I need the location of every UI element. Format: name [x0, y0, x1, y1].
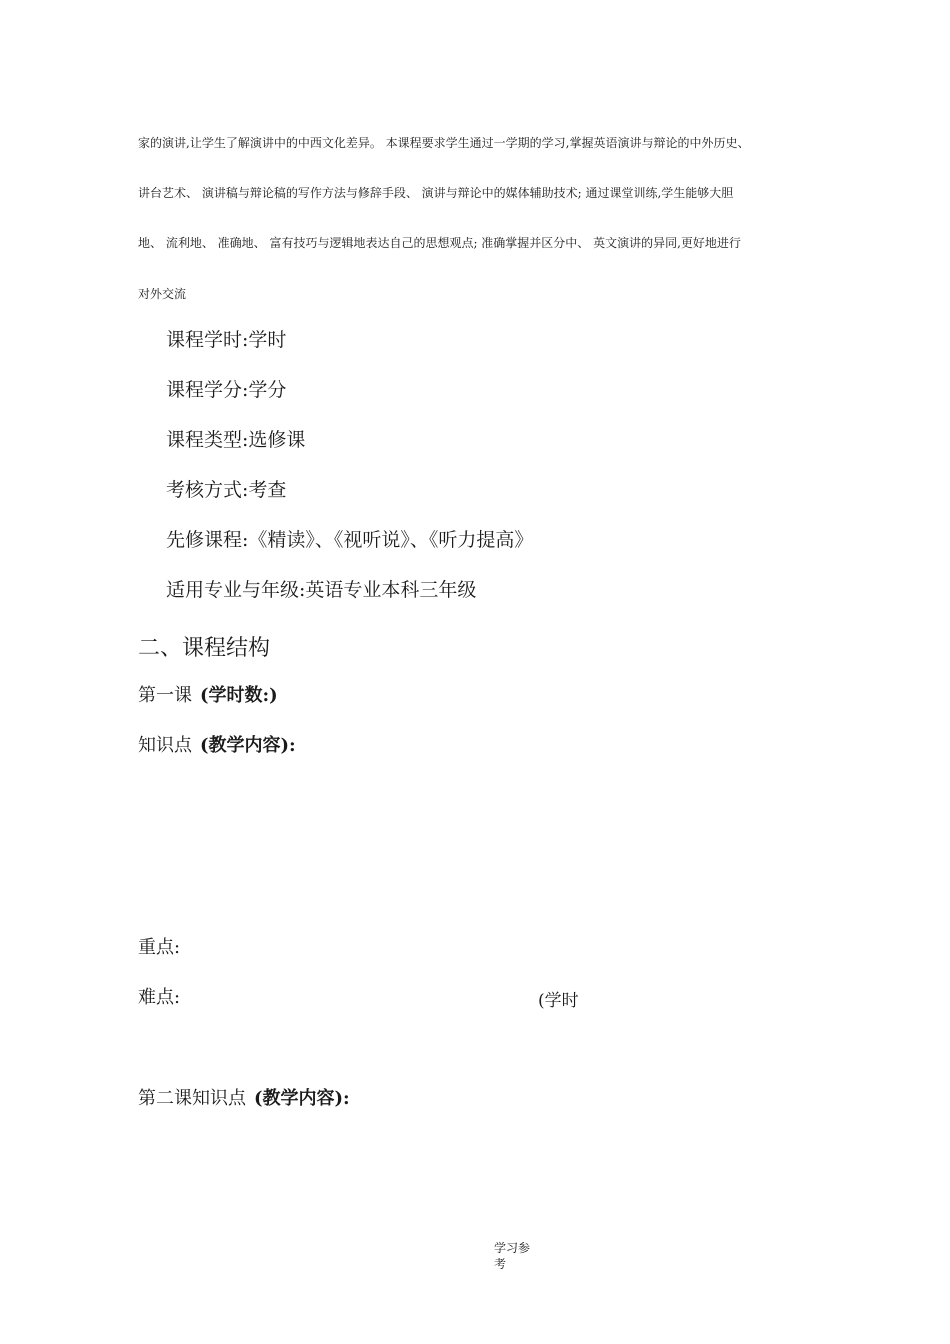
assessment-value: 考查 — [248, 479, 287, 501]
course-type-row — [166, 428, 305, 452]
course-type-label: 课程类型: — [166, 429, 249, 451]
lesson1-title: 第一课 — [138, 685, 192, 706]
course-hours-value: 学时 — [248, 329, 287, 351]
applicable-major-row — [166, 578, 476, 602]
course-type-value: 选修课 — [248, 429, 306, 451]
lesson1-heading — [138, 684, 278, 708]
prerequisites-label: 先修课程: — [166, 529, 249, 551]
lesson2-label: 第二课知识点 — [138, 1088, 246, 1109]
assessment-label: 考核方式: — [166, 479, 249, 501]
applicable-major-value: 英语专业本科三年级 — [305, 579, 477, 601]
difficult-points-label: 难点: — [138, 987, 181, 1008]
footer-line-1: 学习参 — [494, 1241, 531, 1255]
lesson2-paren: (教学内容): — [254, 1088, 350, 1109]
lesson1-hours: (学时数:) — [200, 685, 278, 706]
prerequisites-row — [166, 528, 533, 552]
section-heading: 二、课程结构 — [138, 636, 271, 661]
intro-line-4: 对外交流 — [138, 287, 187, 301]
course-credits-value: 学分 — [248, 379, 287, 401]
footer-line-2: 考 — [494, 1257, 507, 1271]
lesson2-heading — [138, 1087, 350, 1111]
key-points-label: 重点: — [138, 937, 181, 958]
intro-line-1: 家的演讲,让学生了解演讲中的中西文化差异。 本课程要求学生通过一学期的学习,掌握英语演讲与辩论的中外历史、 — [138, 136, 750, 150]
intro-line-2: 讲台艺术、 演讲稿与辩论稿的写作方法与修辞手段、 演讲与辩论中的媒体辅助技术; 通过课堂训练,学生能够大胆 — [138, 186, 734, 200]
course-hours-row — [166, 328, 286, 352]
course-hours-label: 课程学时: — [166, 329, 249, 351]
knowledge-heading — [138, 734, 296, 758]
course-credits-row — [166, 378, 286, 402]
applicable-major-label: 适用专业与年级: — [166, 579, 306, 601]
prerequisites-value: 《精读》、《视听说》、《听力提高》 — [248, 529, 534, 551]
knowledge-paren: (教学内容): — [200, 735, 296, 756]
intro-line-3: 地、 流利地、 准确地、 富有技巧与逻辑地表达自己的思想观点; 准确掌握并区分中、 英文演讲的异同,更好地进行 — [138, 236, 741, 250]
course-credits-label: 课程学分: — [166, 379, 249, 401]
knowledge-label: 知识点 — [138, 735, 192, 756]
floating-hours-text: (学时 — [538, 991, 579, 1011]
assessment-row — [166, 478, 286, 502]
